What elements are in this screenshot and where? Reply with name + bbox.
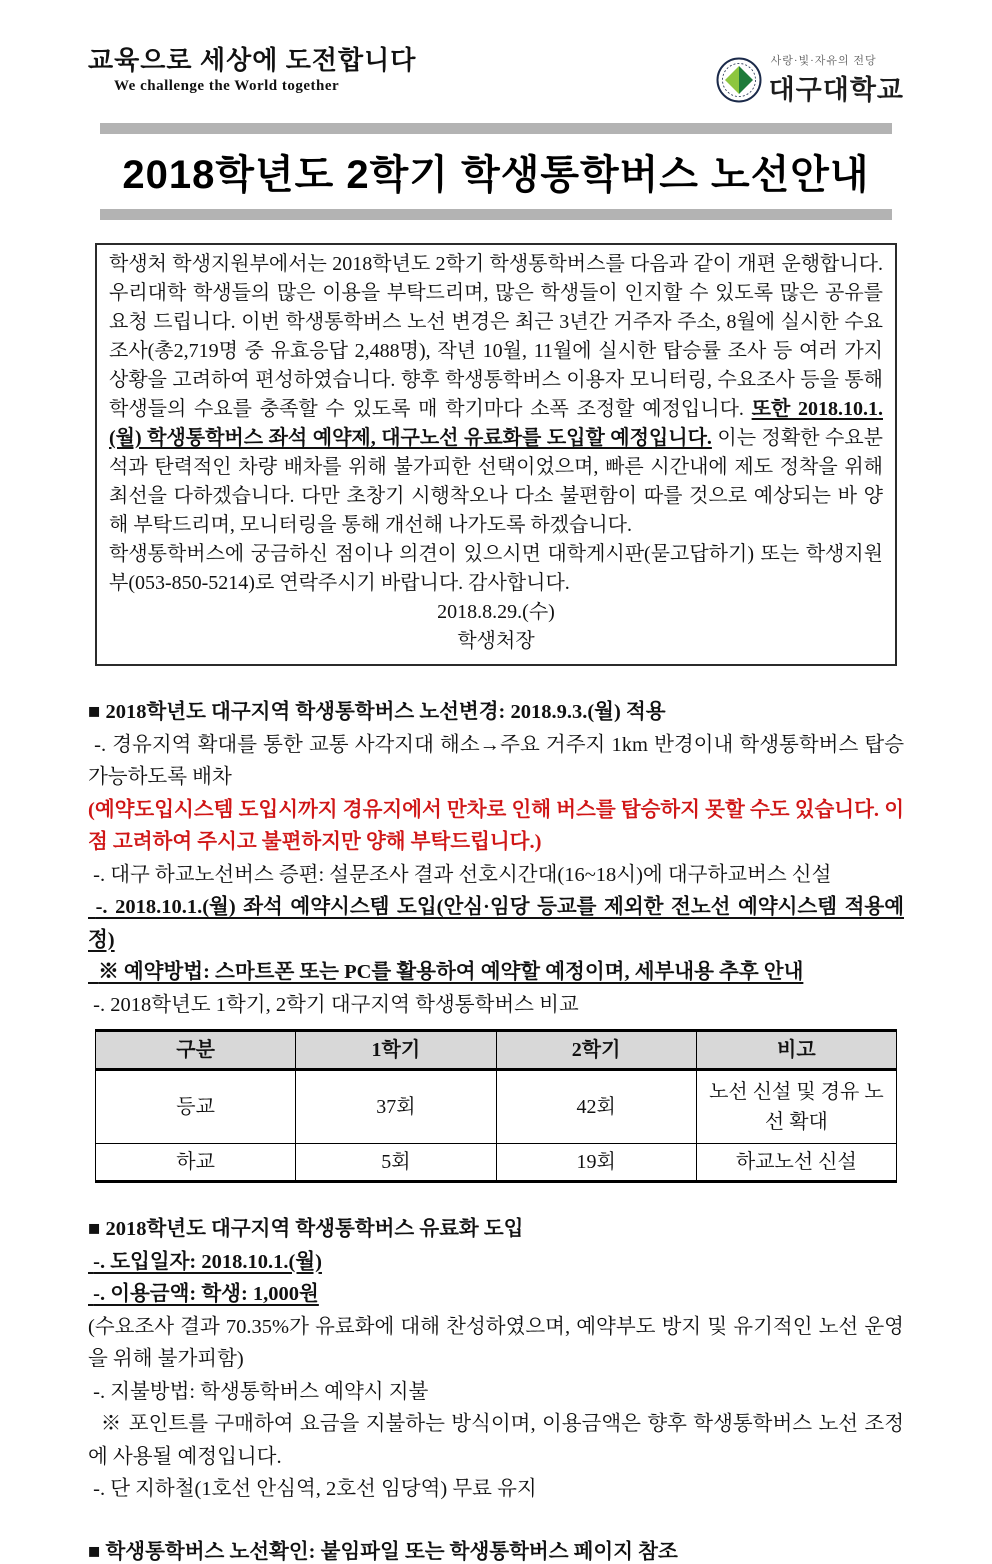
notice-paragraph-2: 학생통학버스에 궁금하신 점이나 의견이 있으시면 대학게시판(묻고답하기) 또는 학생지원부(053-850-5214)로 연락주시기 바랍니다. 감사합니다. — [109, 543, 883, 594]
title-top-bar — [100, 123, 892, 134]
university-logo — [716, 52, 904, 107]
section-route-change-heading: ■ 2018학년도 대구지역 학생통학버스 노선변경: 2018.9.3.(월) 적용 — [88, 701, 666, 723]
notice-box — [95, 243, 897, 666]
table-header-category: 구분 — [96, 1031, 296, 1070]
table-header-row — [96, 1031, 897, 1070]
university-slogan — [88, 46, 416, 95]
university-emblem-icon — [716, 57, 762, 103]
table-cell-category: 하교 — [96, 1144, 296, 1182]
table-cell-semester1: 5회 — [296, 1144, 496, 1182]
table-cell-semester2: 42회 — [496, 1070, 696, 1144]
page-title: 2018학년도 2학기 학생통학버스 노선안내 — [122, 153, 870, 197]
notice-signature: 학생처장 — [457, 630, 535, 652]
table-cell-category: 등교 — [96, 1070, 296, 1144]
route-change-item-reservation-method: ※ 예약방법: 스마트폰 또는 PC를 활용하여 예약할 예정이며, 세부내용 추후 안내 — [88, 961, 804, 983]
university-motto: 사랑·빛·자유의 전당 — [770, 55, 877, 67]
table-header-semester1: 1학기 — [296, 1031, 496, 1070]
table-row — [96, 1070, 897, 1144]
slogan-korean: 교육으로 세상에 도전합니다 — [88, 46, 417, 75]
route-change-item-reservation: -. 2018.10.1.(월) 좌석 예약시스템 도입(안심·임당 등교를 제외한 전노선 예약시스템 적용예정) — [88, 896, 904, 951]
notice-paragraph-1 — [109, 250, 883, 540]
notice-p1-lead: 학생처 학생지원부에서는 2018학년도 2학기 학생통학버스를 다음과 같이 개편 운행합니다. 우리대학 학생들의 많은 이용을 부탁드리며, 많은 학생들이 인지할 수 있도록 많은 공유를 요청 드립니다. 이번 학생통학버스 노선 변경은 최근 3년간 거주자 주소, 8월에 실시한 수요조사(총2,719명 중 유효응답 2,488명), 작년 10월, 11월에 실시한 탑승률 조사 등 여러 가지 상황을 고려하여 편성하였습니다. 향후 학생통학버스 이용자 모니터링, 수요조사 등을 통해 학생들의 수요를 충족할 수 있도록 매 학기마다 소폭 조정할 예정입니다. — [109, 253, 883, 420]
table-cell-semester1: 37회 — [296, 1070, 496, 1144]
table-cell-remarks: 하교노선 신설 — [696, 1144, 896, 1182]
route-change-item-compare: -. 2018학년도 1학기, 2학기 대구지역 학생통학버스 비교 — [88, 993, 579, 1016]
section-paid-service — [88, 1213, 904, 1506]
route-change-red-note: (예약도입시스템 도입시까지 경유지에서 만차로 인해 버스를 탑승하지 못할 수도 있습니다. 이점 고려하여 주시고 불편하지만 양해 부탁드립니다.) — [88, 798, 904, 853]
table-header-semester2: 2학기 — [496, 1031, 696, 1070]
notice-date: 2018.8.29.(수) — [437, 601, 555, 623]
paid-item-payment: -. 지불방법: 학생통학버스 예약시 지불 — [88, 1380, 429, 1403]
notice-p1-emphasis: 또한 2018.10.1.(월) 학생통학버스 좌석 예약제, 대구노선 유료화를 도입할 예정입니다. — [109, 398, 883, 449]
table-cell-semester2: 19회 — [496, 1144, 696, 1182]
route-change-item-coverage: -. 경유지역 확대를 통한 교통 사각지대 해소→주요 거주지 1km 반경이내 학생통학버스 탑승 가능하도록 배차 — [88, 733, 910, 788]
table-row — [96, 1144, 897, 1182]
notice-p1-tail: 이는 정확한 수요분석과 탄력적인 차량 배차를 위해 불가피한 선택이었으며, 빠른 시간내에 제도 정착을 위해 최선을 다하겠습니다. 다만 초창기 시행착오나 다소 불편함이 따를 것으로 예상되는 바 양해 부탁드리며, 모니터링을 통해 개선해 나가도록 하겠습니다. — [109, 427, 883, 536]
section-paid-heading: ■ 2018학년도 대구지역 학생통학버스 유료화 도입 — [88, 1218, 524, 1240]
slogan-english: We challenge the World together — [114, 77, 340, 94]
table-cell-remarks: 노선 신설 및 경유 노선 확대 — [696, 1070, 896, 1144]
paid-note-point: ※ 포인트를 구매하여 요금을 지불하는 방식이며, 이용금액은 향후 학생통학버스 노선 조정에 사용될 예정입니다. — [88, 1413, 905, 1468]
university-name-block — [769, 52, 904, 107]
route-change-item-return-bus: -. 대구 하교노선버스 증편: 설문조사 결과 선호시간대(16~18시)에 대구하교버스 신설 — [88, 863, 832, 886]
paid-item-date: -. 도입일자: 2018.10.1.(월) — [88, 1250, 322, 1273]
section-route-change — [88, 696, 910, 1183]
page-header — [88, 46, 904, 107]
university-name: 대구대학교 — [768, 75, 904, 105]
paid-note-survey: (수요조사 결과 70.35%가 유료화에 대해 찬성하였으며, 예약부도 방지 및 유기적인 노선 운영을 위해 불가피함) — [88, 1315, 904, 1370]
table-header-remarks: 비고 — [696, 1031, 896, 1070]
title-block — [100, 123, 892, 220]
paid-item-fee: -. 이용금액: 학생: 1,000원 — [88, 1283, 319, 1305]
paid-item-subway: -. 단 지하철(1호선 안심역, 2호선 임당역) 무료 유지 — [88, 1478, 537, 1500]
section-route-check-heading: ■ 학생통학버스 노선확인: 붙임파일 또는 학생통학버스 페이지 참조 — [88, 1540, 678, 1563]
title-bottom-bar — [100, 209, 892, 220]
semester-comparison-table — [95, 1029, 897, 1183]
